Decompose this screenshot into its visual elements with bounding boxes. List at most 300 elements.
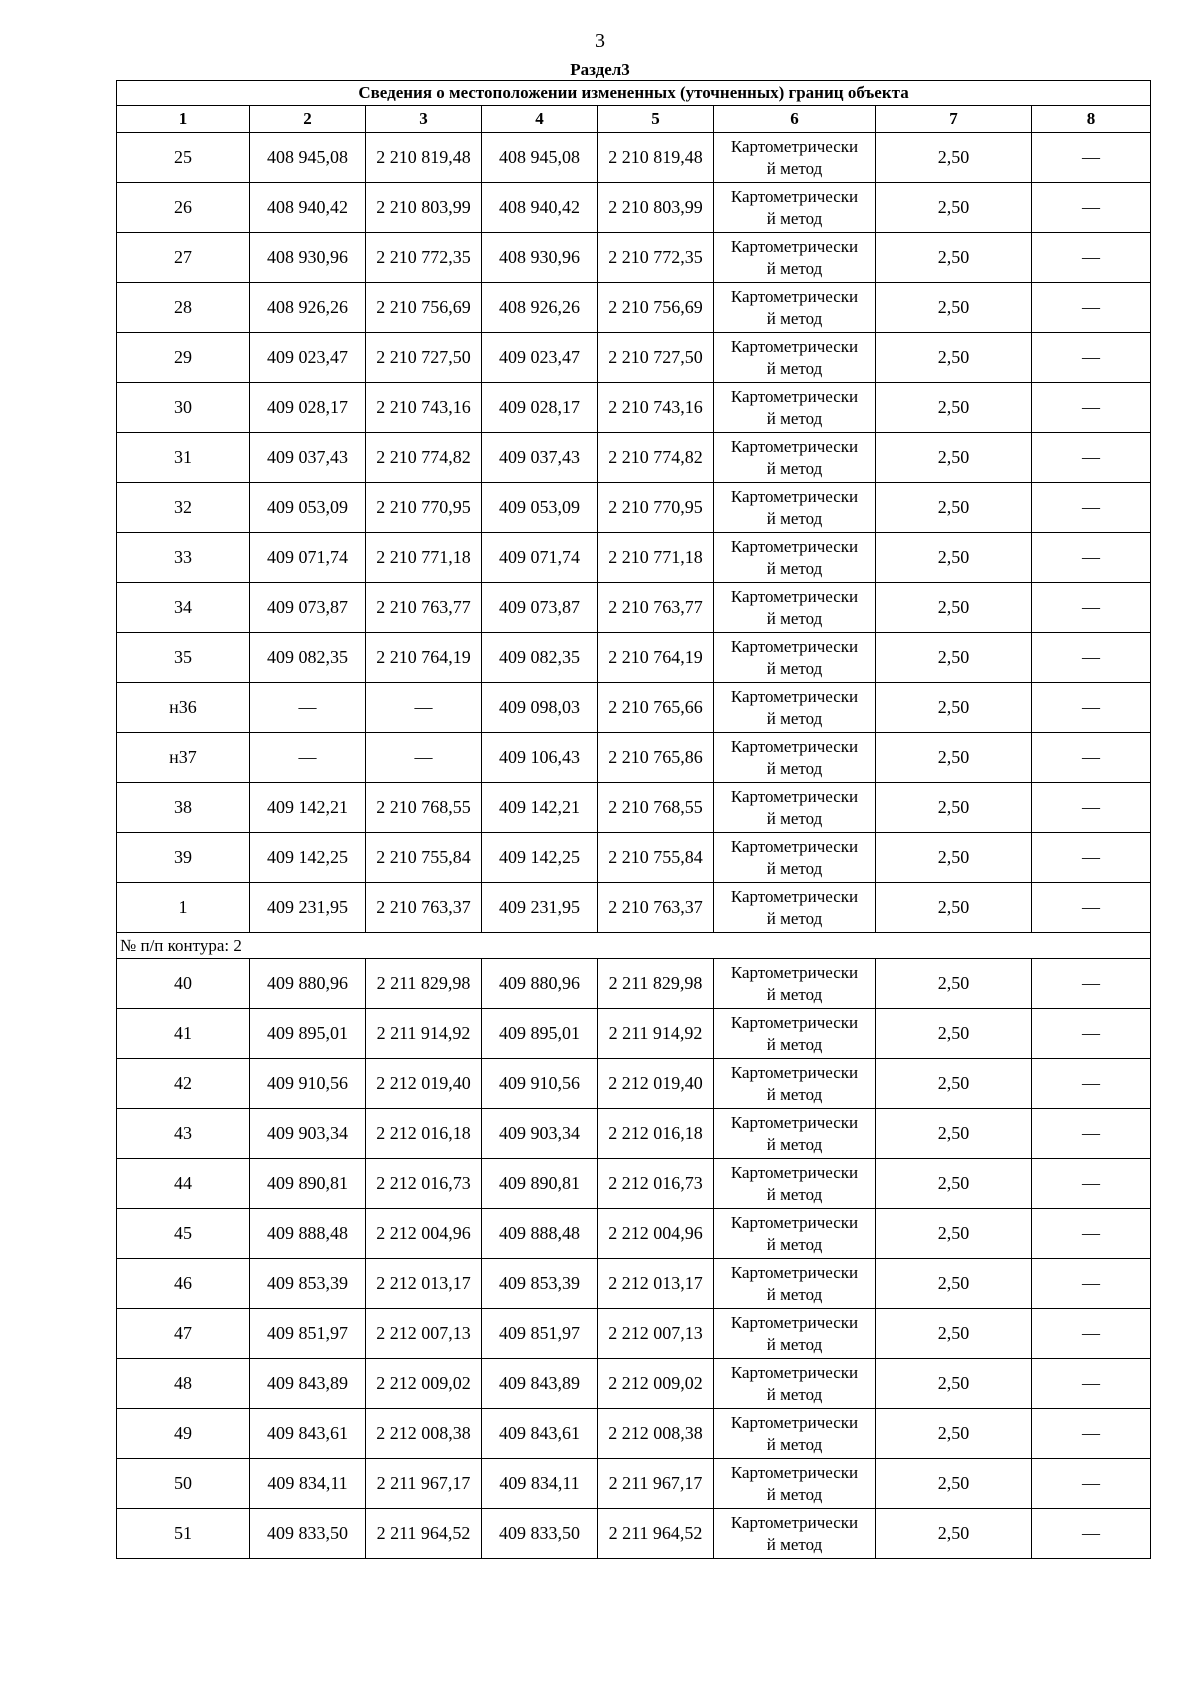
x-new-cell: 409 890,81 <box>482 1159 598 1209</box>
y-new-cell: 2 210 819,48 <box>598 133 714 183</box>
method-cell <box>714 383 876 433</box>
description-cell: — <box>1032 383 1151 433</box>
y-old-cell: 2 210 755,84 <box>366 833 482 883</box>
table-body <box>117 133 1151 1559</box>
method-text-line: й метод <box>766 1384 823 1404</box>
method-text-line: Картометрически <box>730 336 859 356</box>
y-old-cell: 2 210 772,35 <box>366 233 482 283</box>
table-row <box>117 1309 1151 1359</box>
method-text-line: Картометрически <box>730 386 859 406</box>
method-text-line: Картометрически <box>730 786 859 806</box>
method-text-line: й метод <box>766 758 823 778</box>
point-number-cell: 45 <box>117 1209 250 1259</box>
accuracy-cell: 2,50 <box>876 233 1032 283</box>
table-row <box>117 1509 1151 1559</box>
method-cell <box>714 959 876 1009</box>
method-text-line: Картометрически <box>730 236 859 256</box>
y-new-cell: 2 211 964,52 <box>598 1509 714 1559</box>
point-number-cell: 35 <box>117 633 250 683</box>
point-number-cell: 29 <box>117 333 250 383</box>
method-cell <box>714 1259 876 1309</box>
accuracy-cell: 2,50 <box>876 1209 1032 1259</box>
method-text-line: Картометрически <box>730 962 859 982</box>
method-text-line: Картометрически <box>730 1462 859 1482</box>
description-cell: — <box>1032 783 1151 833</box>
description-cell: — <box>1032 959 1151 1009</box>
accuracy-cell: 2,50 <box>876 183 1032 233</box>
description-cell: — <box>1032 683 1151 733</box>
table-row <box>117 283 1151 333</box>
method-cell <box>714 1009 876 1059</box>
y-new-cell: 2 211 914,92 <box>598 1009 714 1059</box>
x-old-cell: 408 930,96 <box>250 233 366 283</box>
x-new-cell: 409 023,47 <box>482 333 598 383</box>
method-text-line: й метод <box>766 1134 823 1154</box>
x-new-cell: 409 142,25 <box>482 833 598 883</box>
method-text-line: Картометрически <box>730 186 859 206</box>
y-new-cell: 2 212 013,17 <box>598 1259 714 1309</box>
description-cell: — <box>1032 333 1151 383</box>
x-new-cell: 409 888,48 <box>482 1209 598 1259</box>
x-old-cell: 409 895,01 <box>250 1009 366 1059</box>
x-old-cell: 409 023,47 <box>250 333 366 383</box>
table-row <box>117 133 1151 183</box>
y-new-cell: 2 210 743,16 <box>598 383 714 433</box>
method-text-line: й метод <box>766 508 823 528</box>
x-old-cell: 409 028,17 <box>250 383 366 433</box>
method-text-line: й метод <box>766 708 823 728</box>
y-old-cell: 2 212 019,40 <box>366 1059 482 1109</box>
description-cell: — <box>1032 1109 1151 1159</box>
x-old-cell: 409 851,97 <box>250 1309 366 1359</box>
method-cell <box>714 783 876 833</box>
accuracy-cell: 2,50 <box>876 1459 1032 1509</box>
method-text-line: Картометрически <box>730 1312 859 1332</box>
method-cell <box>714 1309 876 1359</box>
y-old-cell: 2 210 771,18 <box>366 533 482 583</box>
x-old-cell: — <box>250 733 366 783</box>
method-text-line: й метод <box>766 158 823 178</box>
y-old-cell: 2 210 763,77 <box>366 583 482 633</box>
section-title: Раздел3 <box>570 60 630 79</box>
point-number-cell: 30 <box>117 383 250 433</box>
description-cell: — <box>1032 1059 1151 1109</box>
description-cell: — <box>1032 1009 1151 1059</box>
x-new-cell: 409 098,03 <box>482 683 598 733</box>
x-old-cell: 409 843,89 <box>250 1359 366 1409</box>
method-text-line: Картометрически <box>730 736 859 756</box>
y-old-cell: 2 212 016,73 <box>366 1159 482 1209</box>
method-text-line: й метод <box>766 408 823 428</box>
x-new-cell: 409 843,61 <box>482 1409 598 1459</box>
y-new-cell: 2 210 765,66 <box>598 683 714 733</box>
table-row <box>117 383 1151 433</box>
y-new-cell: 2 210 772,35 <box>598 233 714 283</box>
y-new-cell: 2 212 004,96 <box>598 1209 714 1259</box>
accuracy-cell: 2,50 <box>876 783 1032 833</box>
y-old-cell: 2 210 727,50 <box>366 333 482 383</box>
x-new-cell: 409 106,43 <box>482 733 598 783</box>
point-number-cell: 40 <box>117 959 250 1009</box>
accuracy-cell: 2,50 <box>876 483 1032 533</box>
method-text-line: Картометрически <box>730 1062 859 1082</box>
y-old-cell: — <box>366 683 482 733</box>
method-cell <box>714 733 876 783</box>
point-number-cell: 28 <box>117 283 250 333</box>
point-number-cell: 38 <box>117 783 250 833</box>
y-old-cell: 2 210 763,37 <box>366 883 482 933</box>
method-cell <box>714 333 876 383</box>
column-header: 3 <box>366 106 482 133</box>
x-old-cell: 409 071,74 <box>250 533 366 583</box>
description-cell: — <box>1032 1509 1151 1559</box>
point-number-cell: 1 <box>117 883 250 933</box>
point-number-cell: 32 <box>117 483 250 533</box>
x-new-cell: 409 910,56 <box>482 1059 598 1109</box>
accuracy-cell: 2,50 <box>876 583 1032 633</box>
point-number-cell: 26 <box>117 183 250 233</box>
description-cell: — <box>1032 183 1151 233</box>
column-header: 5 <box>598 106 714 133</box>
accuracy-cell: 2,50 <box>876 883 1032 933</box>
method-cell <box>714 533 876 583</box>
accuracy-cell: 2,50 <box>876 283 1032 333</box>
method-cell <box>714 1409 876 1459</box>
table-row <box>117 533 1151 583</box>
description-cell: — <box>1032 1209 1151 1259</box>
x-old-cell: 409 853,39 <box>250 1259 366 1309</box>
x-new-cell: 409 903,34 <box>482 1109 598 1159</box>
y-old-cell: 2 210 764,19 <box>366 633 482 683</box>
accuracy-cell: 2,50 <box>876 1159 1032 1209</box>
method-cell <box>714 233 876 283</box>
y-new-cell: 2 210 768,55 <box>598 783 714 833</box>
table-caption-row <box>117 81 1151 106</box>
y-new-cell: 2 210 771,18 <box>598 533 714 583</box>
method-text-line: Картометрически <box>730 1512 859 1532</box>
x-new-cell: 409 082,35 <box>482 633 598 683</box>
x-old-cell: 409 843,61 <box>250 1409 366 1459</box>
x-old-cell: 409 910,56 <box>250 1059 366 1109</box>
y-new-cell: 2 212 009,02 <box>598 1359 714 1409</box>
page-number: 3 <box>595 30 605 52</box>
method-cell <box>714 1109 876 1159</box>
accuracy-cell: 2,50 <box>876 133 1032 183</box>
method-cell <box>714 433 876 483</box>
method-text-line: Картометрически <box>730 636 859 656</box>
description-cell: — <box>1032 1409 1151 1459</box>
point-number-cell: 47 <box>117 1309 250 1359</box>
method-text-line: й метод <box>766 208 823 228</box>
point-number-cell: 51 <box>117 1509 250 1559</box>
method-text-line: й метод <box>766 1484 823 1504</box>
x-new-cell: 409 880,96 <box>482 959 598 1009</box>
description-cell: — <box>1032 633 1151 683</box>
method-text-line: Картометрически <box>730 686 859 706</box>
point-number-cell: 39 <box>117 833 250 883</box>
point-number-cell: 42 <box>117 1059 250 1109</box>
description-cell: — <box>1032 1359 1151 1409</box>
y-old-cell: — <box>366 733 482 783</box>
x-new-cell: 409 851,97 <box>482 1309 598 1359</box>
x-old-cell: 409 073,87 <box>250 583 366 633</box>
x-new-cell: 409 037,43 <box>482 433 598 483</box>
y-new-cell: 2 210 764,19 <box>598 633 714 683</box>
column-header: 8 <box>1032 106 1151 133</box>
accuracy-cell: 2,50 <box>876 333 1032 383</box>
method-text-line: Картометрически <box>730 1262 859 1282</box>
point-number-cell: 48 <box>117 1359 250 1409</box>
method-cell <box>714 1509 876 1559</box>
description-cell: — <box>1032 1159 1151 1209</box>
method-text-line: Картометрически <box>730 536 859 556</box>
method-cell <box>714 833 876 883</box>
column-header-row <box>117 106 1151 133</box>
x-old-cell: 409 037,43 <box>250 433 366 483</box>
accuracy-cell: 2,50 <box>876 959 1032 1009</box>
point-number-cell: 44 <box>117 1159 250 1209</box>
point-number-cell: 43 <box>117 1109 250 1159</box>
x-old-cell: 408 945,08 <box>250 133 366 183</box>
method-text-line: Картометрически <box>730 1212 859 1232</box>
description-cell: — <box>1032 733 1151 783</box>
contour-row <box>117 933 1151 959</box>
method-text-line: й метод <box>766 1334 823 1354</box>
y-old-cell: 2 212 013,17 <box>366 1259 482 1309</box>
y-old-cell: 2 212 016,18 <box>366 1109 482 1159</box>
y-old-cell: 2 211 829,98 <box>366 959 482 1009</box>
table-row <box>117 883 1151 933</box>
method-text-line: Картометрически <box>730 1412 859 1432</box>
method-text-line: Картометрически <box>730 486 859 506</box>
y-new-cell: 2 210 774,82 <box>598 433 714 483</box>
method-text-line: й метод <box>766 1234 823 1254</box>
column-header: 7 <box>876 106 1032 133</box>
x-new-cell: 408 930,96 <box>482 233 598 283</box>
x-old-cell: 409 880,96 <box>250 959 366 1009</box>
method-text-line: й метод <box>766 258 823 278</box>
y-old-cell: 2 212 008,38 <box>366 1409 482 1459</box>
x-old-cell: 409 903,34 <box>250 1109 366 1159</box>
accuracy-cell: 2,50 <box>876 1359 1032 1409</box>
y-old-cell: 2 211 914,92 <box>366 1009 482 1059</box>
table-row <box>117 583 1151 633</box>
description-cell: — <box>1032 133 1151 183</box>
method-text-line: Картометрически <box>730 836 859 856</box>
accuracy-cell: 2,50 <box>876 1409 1032 1459</box>
x-old-cell: 409 888,48 <box>250 1209 366 1259</box>
x-new-cell: 409 142,21 <box>482 783 598 833</box>
point-number-cell: н37 <box>117 733 250 783</box>
method-text-line: й метод <box>766 908 823 928</box>
method-text-line: й метод <box>766 308 823 328</box>
x-old-cell: 409 082,35 <box>250 633 366 683</box>
y-old-cell: 2 211 967,17 <box>366 1459 482 1509</box>
y-new-cell: 2 210 756,69 <box>598 283 714 333</box>
table-row <box>117 1059 1151 1109</box>
table-row <box>117 1459 1151 1509</box>
method-text-line: Картометрически <box>730 886 859 906</box>
description-cell: — <box>1032 883 1151 933</box>
boundary-coordinates-table <box>116 80 1151 1559</box>
method-text-line: й метод <box>766 458 823 478</box>
accuracy-cell: 2,50 <box>876 633 1032 683</box>
accuracy-cell: 2,50 <box>876 683 1032 733</box>
description-cell: — <box>1032 1309 1151 1359</box>
accuracy-cell: 2,50 <box>876 533 1032 583</box>
method-cell <box>714 283 876 333</box>
y-old-cell: 2 210 756,69 <box>366 283 482 333</box>
x-new-cell: 408 940,42 <box>482 183 598 233</box>
contour-label: № п/п контура: 2 <box>117 933 1151 959</box>
method-text-line: Картометрически <box>730 586 859 606</box>
method-cell <box>714 683 876 733</box>
method-cell <box>714 183 876 233</box>
method-cell <box>714 1159 876 1209</box>
table-row <box>117 733 1151 783</box>
y-new-cell: 2 212 007,13 <box>598 1309 714 1359</box>
table-row <box>117 1259 1151 1309</box>
description-cell: — <box>1032 583 1151 633</box>
x-old-cell: 409 890,81 <box>250 1159 366 1209</box>
method-cell <box>714 133 876 183</box>
y-new-cell: 2 210 765,86 <box>598 733 714 783</box>
accuracy-cell: 2,50 <box>876 1259 1032 1309</box>
method-text-line: й метод <box>766 1034 823 1054</box>
y-new-cell: 2 211 829,98 <box>598 959 714 1009</box>
x-new-cell: 409 833,50 <box>482 1509 598 1559</box>
x-new-cell: 409 834,11 <box>482 1459 598 1509</box>
accuracy-cell: 2,50 <box>876 383 1032 433</box>
y-new-cell: 2 210 755,84 <box>598 833 714 883</box>
x-new-cell: 409 853,39 <box>482 1259 598 1309</box>
accuracy-cell: 2,50 <box>876 1109 1032 1159</box>
x-new-cell: 409 231,95 <box>482 883 598 933</box>
x-new-cell: 409 071,74 <box>482 533 598 583</box>
table-row <box>117 333 1151 383</box>
y-old-cell: 2 210 774,82 <box>366 433 482 483</box>
table-row <box>117 783 1151 833</box>
table-row <box>117 1009 1151 1059</box>
method-cell <box>714 633 876 683</box>
x-old-cell: 409 833,50 <box>250 1509 366 1559</box>
y-old-cell: 2 211 964,52 <box>366 1509 482 1559</box>
description-cell: — <box>1032 433 1151 483</box>
accuracy-cell: 2,50 <box>876 433 1032 483</box>
accuracy-cell: 2,50 <box>876 1009 1032 1059</box>
y-old-cell: 2 210 770,95 <box>366 483 482 533</box>
table-row <box>117 1209 1151 1259</box>
x-new-cell: 409 028,17 <box>482 383 598 433</box>
table-row <box>117 483 1151 533</box>
x-new-cell: 408 945,08 <box>482 133 598 183</box>
y-new-cell: 2 211 967,17 <box>598 1459 714 1509</box>
point-number-cell: 33 <box>117 533 250 583</box>
x-new-cell: 409 895,01 <box>482 1009 598 1059</box>
description-cell: — <box>1032 1459 1151 1509</box>
x-old-cell: 409 834,11 <box>250 1459 366 1509</box>
point-number-cell: 31 <box>117 433 250 483</box>
x-old-cell: 409 142,25 <box>250 833 366 883</box>
method-text-line: Картометрически <box>730 436 859 456</box>
description-cell: — <box>1032 533 1151 583</box>
x-new-cell: 409 843,89 <box>482 1359 598 1409</box>
method-text-line: Картометрически <box>730 1362 859 1382</box>
method-text-line: й метод <box>766 358 823 378</box>
y-new-cell: 2 210 763,37 <box>598 883 714 933</box>
method-text-line: й метод <box>766 1084 823 1104</box>
method-text-line: й метод <box>766 658 823 678</box>
column-header: 1 <box>117 106 250 133</box>
description-cell: — <box>1032 1259 1151 1309</box>
method-text-line: Картометрически <box>730 136 859 156</box>
x-old-cell: 408 940,42 <box>250 183 366 233</box>
table-row <box>117 183 1151 233</box>
method-text-line: й метод <box>766 1534 823 1554</box>
column-header: 4 <box>482 106 598 133</box>
column-header: 2 <box>250 106 366 133</box>
column-header: 6 <box>714 106 876 133</box>
point-number-cell: 41 <box>117 1009 250 1059</box>
table-row <box>117 833 1151 883</box>
method-cell <box>714 1059 876 1109</box>
accuracy-cell: 2,50 <box>876 1059 1032 1109</box>
accuracy-cell: 2,50 <box>876 833 1032 883</box>
method-text-line: й метод <box>766 1434 823 1454</box>
y-old-cell: 2 210 803,99 <box>366 183 482 233</box>
method-text-line: й метод <box>766 808 823 828</box>
description-cell: — <box>1032 283 1151 333</box>
method-cell <box>714 1209 876 1259</box>
y-old-cell: 2 210 819,48 <box>366 133 482 183</box>
table-row <box>117 959 1151 1009</box>
method-text-line: Картометрически <box>730 1162 859 1182</box>
table-caption: Сведения о местоположении измененных (уточненных) границ объекта <box>117 81 1151 106</box>
y-new-cell: 2 212 016,73 <box>598 1159 714 1209</box>
y-old-cell: 2 212 007,13 <box>366 1309 482 1359</box>
table-row <box>117 1359 1151 1409</box>
point-number-cell: 27 <box>117 233 250 283</box>
y-new-cell: 2 212 016,18 <box>598 1109 714 1159</box>
y-old-cell: 2 212 004,96 <box>366 1209 482 1259</box>
x-old-cell: 409 231,95 <box>250 883 366 933</box>
method-cell <box>714 1459 876 1509</box>
y-new-cell: 2 210 727,50 <box>598 333 714 383</box>
accuracy-cell: 2,50 <box>876 1509 1032 1559</box>
method-text-line: Картометрически <box>730 1112 859 1132</box>
method-text-line: й метод <box>766 858 823 878</box>
y-old-cell: 2 210 743,16 <box>366 383 482 433</box>
table-row <box>117 683 1151 733</box>
point-number-cell: 25 <box>117 133 250 183</box>
description-cell: — <box>1032 833 1151 883</box>
table-row <box>117 1109 1151 1159</box>
method-cell <box>714 583 876 633</box>
method-text-line: й метод <box>766 1184 823 1204</box>
method-text-line: Картометрически <box>730 1012 859 1032</box>
y-old-cell: 2 210 768,55 <box>366 783 482 833</box>
method-cell <box>714 883 876 933</box>
description-cell: — <box>1032 483 1151 533</box>
method-text-line: й метод <box>766 608 823 628</box>
x-old-cell: 409 142,21 <box>250 783 366 833</box>
x-new-cell: 409 053,09 <box>482 483 598 533</box>
y-new-cell: 2 212 008,38 <box>598 1409 714 1459</box>
table-row <box>117 633 1151 683</box>
y-old-cell: 2 212 009,02 <box>366 1359 482 1409</box>
point-number-cell: 50 <box>117 1459 250 1509</box>
table-row <box>117 433 1151 483</box>
